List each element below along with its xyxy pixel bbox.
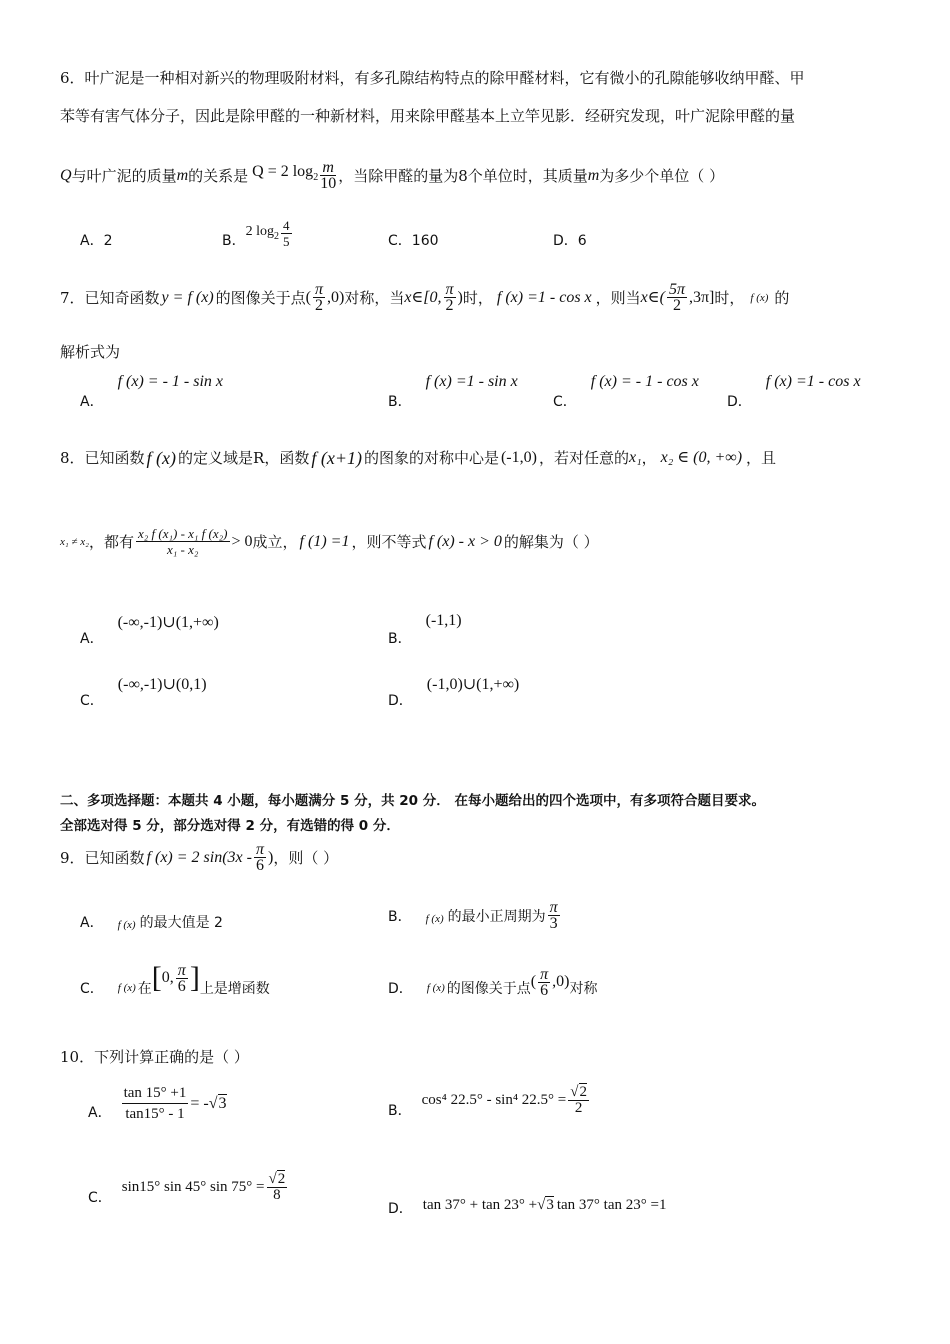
- q9-option-b[interactable]: B． f (x) 的最小正周期为 $\frac{\pi}{3}$: [388, 899, 558, 932]
- q6-line3-b: 的关系是: [188, 166, 249, 185]
- q9-option-c[interactable]: C． f (x) 在 [ 0, $\frac{\pi}{6}$ ] 上是增函数: [80, 961, 270, 997]
- q6-line3-c: ，当除甲醛的量为8个单位时，其质量: [338, 166, 588, 185]
- q8-option-a[interactable]: A． (-∞,-1)∪(1,+∞): [80, 614, 219, 647]
- q6-var-m2: m: [587, 166, 600, 184]
- q6-option-a[interactable]: A．2: [80, 233, 113, 249]
- q8-line1: 8．已知函数 f (x) 的定义域是R，函数 f (x+1) 的图象的对称中心是 (-1,0) ，若对任意的 x₁ ， x₂ ∈ (0, +∞) ，且: [60, 448, 777, 468]
- q6-line3-d: 为多少个单位（ ）: [599, 166, 725, 185]
- q6-line2: 苯等有害气体分子，因此是除甲醛的一种新材料，用来除甲醛基本上立竿见影．经研究发现，叶广泥除甲醛的量: [60, 107, 796, 125]
- q10-option-c[interactable]: C． sin15° sin 45° sin 75° = $\frac{√2}{8}$: [88, 1170, 286, 1206]
- q6-option-c[interactable]: C．160: [388, 233, 439, 249]
- q6-var-m: m: [176, 166, 189, 184]
- q7-line2: 解析式为: [60, 343, 121, 361]
- q10-option-d[interactable]: D． tan 37° + tan 23° + √ 3 tan 37° tan 23° =1: [388, 1196, 667, 1217]
- q8-option-b[interactable]: B． (-1,1): [388, 612, 462, 647]
- q9-option-a[interactable]: A． f (x) 的最大值是 2: [80, 915, 223, 931]
- q10-option-b[interactable]: B． cos⁴ 22.5° - sin⁴ 22.5° = $\frac{√2}{2}$: [388, 1083, 588, 1119]
- section2-line1: 二、多项选择题：本题共 4 小题，每小题满分 5 分，共 20 分． 在每小题给出的四个选项中，有多项符合题目要求。: [60, 793, 765, 809]
- q6-line3-a: 与叶广泥的质量: [71, 166, 177, 185]
- q10-title: 10．下列计算正确的是（ ）: [60, 1048, 249, 1066]
- q7-option-c[interactable]: C． f (x) = - 1 - cos x: [553, 373, 699, 410]
- q7-line1: 7．已知奇函数 y = f (x) 的图像关于点 ( $\frac{\pi}{2}$ ,0) 对称，当 x∈[0, $\frac{\pi}{2}$ ) 时， f (x) =1 - cos x ，则当 x∈( $\frac{5\pi}{2}$ ,3π] 时， f (x) 的: [60, 281, 790, 314]
- q10-option-a[interactable]: A． $\frac{\tan 15^\circ +1}{\tan 15^\circ - 1}$ = - √ 3: [88, 1085, 227, 1122]
- q8-option-c[interactable]: C． (-∞,-1)∪(0,1): [80, 676, 207, 709]
- q6-line1: 6．叶广泥是一种相对新兴的物理吸附材料，有多孔隙结构特点的除甲醛材料，它有微小的孔隙能够收纳甲醛、甲: [60, 69, 805, 87]
- q9-stem: 9．已知函数 f (x) = 2 sin(3x - $\frac{\pi}{6}$ ) ，则（ ）: [60, 841, 339, 874]
- q7-option-b[interactable]: B． f (x) =1 - sin x: [388, 373, 518, 410]
- q7-option-d[interactable]: D． f (x) =1 - cos x: [727, 373, 861, 410]
- q6-formula-fraction: $\frac{m}{10}$: [320, 159, 337, 192]
- q9-option-d[interactable]: D． f (x) 的图像关于点 ( $\frac{\pi}{6}$ ,0) 对称: [388, 965, 598, 999]
- q8-option-d[interactable]: D． (-1,0)∪(1,+∞): [388, 676, 520, 709]
- q6-option-d[interactable]: D．6: [553, 233, 587, 249]
- q8-line2: x₁ ≠ x₂ ，都有 $\frac{\text{x₂ f (x₁) - x₁ f (x₂)}}{\text{x₁ - x₂}}$ > 0 成立， f (1) =1 ，则不等式 f (x) - x > 0 的解集为（ ）: [60, 526, 599, 557]
- section2-line2: 全部选对得 5 分，部分选对得 2 分，有选错的得 0 分．: [60, 818, 400, 834]
- q6-option-b[interactable]: B． 2 $\log_2$ $\frac{4}{5}$: [222, 217, 290, 249]
- q6-var-q: Q: [60, 166, 72, 184]
- q7-option-a[interactable]: A． f (x) = - 1 - sin x: [80, 373, 224, 410]
- q6-line3: [60, 160, 724, 191]
- q6-formula: Q = 2 $\log_2$: [252, 163, 319, 184]
